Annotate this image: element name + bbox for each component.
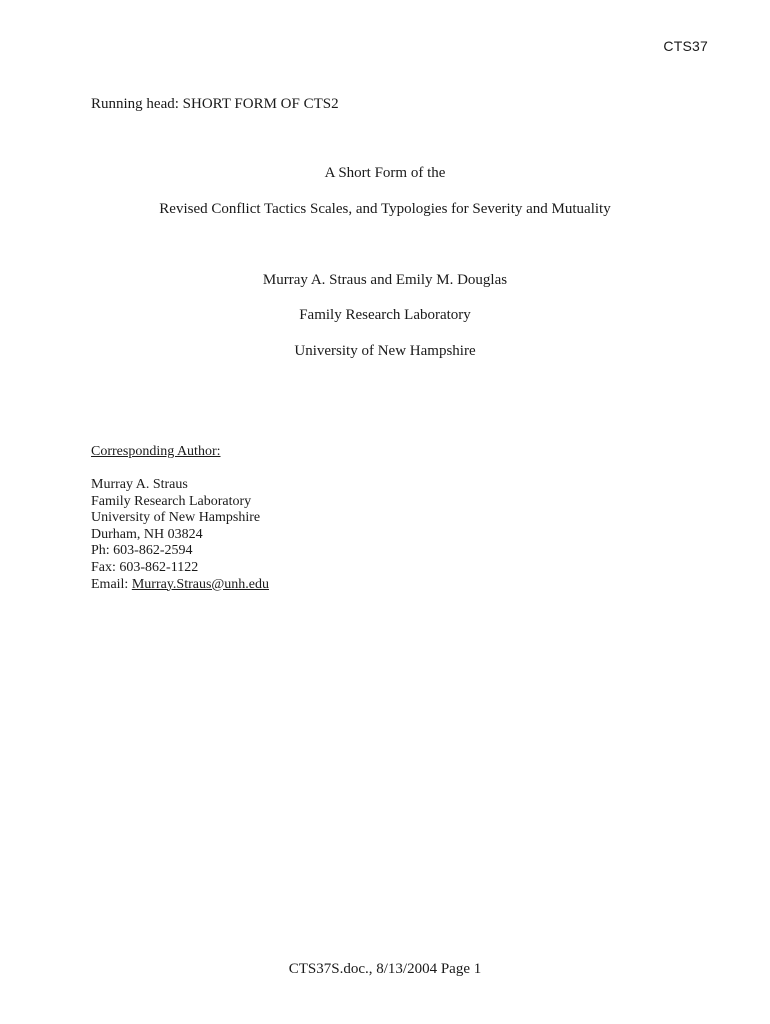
- affiliation-university: University of New Hampshire: [294, 343, 476, 359]
- contact-city: Durham, NH 03824: [91, 526, 203, 542]
- email-label: Email:: [91, 576, 132, 592]
- contact-fax: Fax: 603-862-1122: [91, 559, 199, 575]
- email-link[interactable]: Murray.Straus@unh.edu: [131, 576, 270, 592]
- title-line-2: Revised Conflict Tactics Scales, and Typologies for Severity and Mutuality: [159, 201, 611, 217]
- title-line-1: A Short Form of the: [324, 165, 446, 181]
- corresponding-address: [91, 477, 269, 593]
- corresponding-author-label: Corresponding Author:: [91, 444, 221, 459]
- affiliation-lab: Family Research Laboratory: [299, 307, 471, 323]
- document-code: CTS37: [663, 38, 708, 54]
- running-head: Running head: SHORT FORM OF CTS2: [91, 96, 339, 112]
- contact-name: Murray A. Straus: [91, 477, 188, 492]
- page-footer: CTS37S.doc., 8/13/2004 Page 1: [288, 961, 482, 977]
- authors: Murray A. Straus and Emily M. Douglas: [262, 272, 508, 288]
- contact-university: University of New Hampshire: [91, 510, 261, 526]
- contact-phone: Ph: 603-862-2594: [91, 543, 193, 559]
- contact-email-row: [91, 577, 269, 594]
- contact-lab: Family Research Laboratory: [91, 493, 252, 509]
